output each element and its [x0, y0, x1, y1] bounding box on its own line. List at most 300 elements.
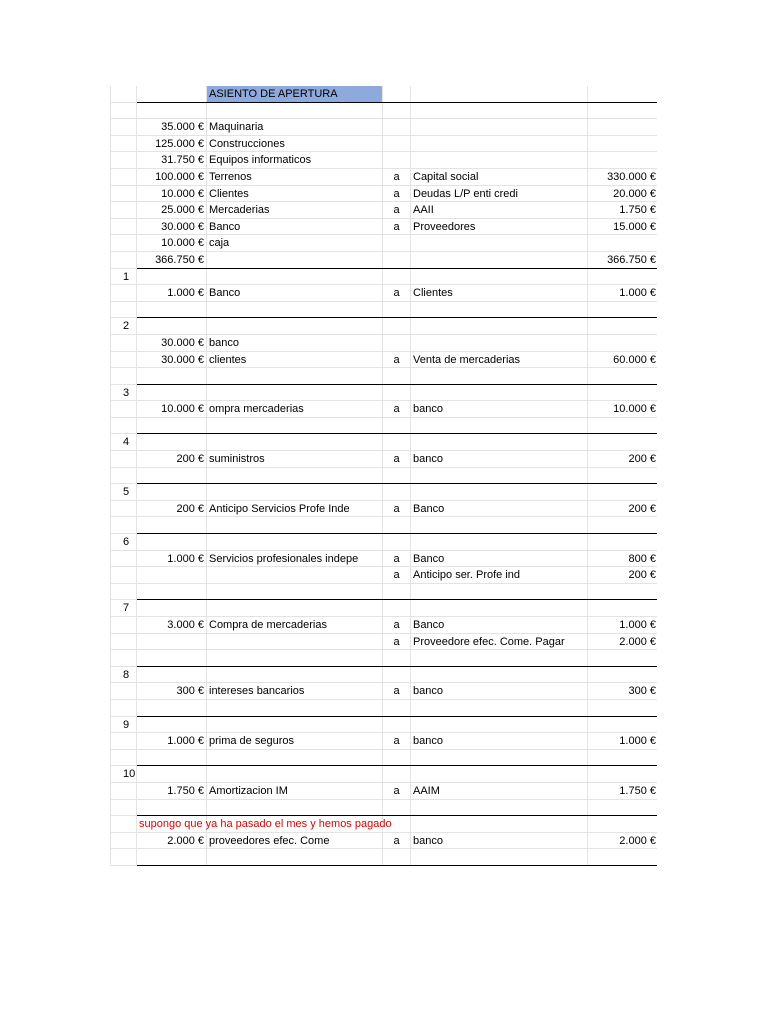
- credit-account-cell[interactable]: [411, 252, 588, 268]
- debit-account-cell[interactable]: [207, 849, 383, 865]
- credit-amount-cell[interactable]: 15.000 €: [613, 220, 656, 233]
- ledger-row: [110, 401, 657, 418]
- a-separator-cell[interactable]: [383, 269, 411, 285]
- entry-number-cell[interactable]: [110, 368, 137, 384]
- debit-amount-cell[interactable]: 25.000 €: [137, 202, 207, 218]
- debit-amount-cell[interactable]: 200 €: [137, 501, 207, 517]
- credit-account-cell[interactable]: Banco: [411, 501, 588, 517]
- credit-amount-cell[interactable]: [588, 136, 657, 152]
- debit-amount-cell[interactable]: 30.000 €: [137, 335, 207, 351]
- a-separator-cell[interactable]: [383, 434, 411, 450]
- entry-number-cell[interactable]: [110, 584, 137, 600]
- debit-account-cell[interactable]: [207, 418, 383, 434]
- entry-number-cell[interactable]: 4: [110, 434, 137, 450]
- credit-account-cell[interactable]: AAIM: [411, 783, 588, 799]
- entry-number-cell[interactable]: [110, 783, 137, 799]
- debit-amount-cell[interactable]: [137, 86, 207, 102]
- entry-number-cell[interactable]: [110, 517, 137, 533]
- credit-amount-cell[interactable]: 1.000 €: [619, 735, 656, 748]
- debit-account-cell[interactable]: Anticipo Servicios Profe Inde: [207, 501, 383, 517]
- debit-account-cell[interactable]: prima de seguros: [207, 733, 383, 749]
- debit-account-cell[interactable]: [207, 717, 383, 733]
- credit-amount-cell[interactable]: [588, 302, 657, 318]
- credit-amount-cell[interactable]: 200 €: [628, 453, 656, 466]
- entry-number-cell[interactable]: [110, 136, 137, 152]
- debit-account-cell[interactable]: proveedores efec. Come: [207, 833, 383, 849]
- entry-number-cell[interactable]: [110, 219, 137, 235]
- entry-number-cell[interactable]: [110, 335, 137, 351]
- credit-amount-cell[interactable]: 200 €: [628, 569, 656, 582]
- credit-account-cell[interactable]: [411, 269, 588, 285]
- entry-number-cell[interactable]: [110, 302, 137, 318]
- credit-account-cell[interactable]: [411, 650, 588, 666]
- debit-account-cell[interactable]: [207, 800, 383, 816]
- ledger-row: [110, 385, 657, 402]
- credit-account-cell[interactable]: [411, 700, 588, 716]
- credit-amount-cell[interactable]: [588, 667, 657, 683]
- debit-account-cell[interactable]: Servicios profesionales indepe: [207, 551, 383, 567]
- debit-amount-cell[interactable]: 1.750 €: [137, 783, 207, 799]
- entry-number-cell[interactable]: [110, 186, 137, 202]
- debit-account-cell[interactable]: [207, 600, 383, 616]
- debit-account-cell[interactable]: [207, 468, 383, 484]
- entry-number-cell[interactable]: 6: [110, 534, 137, 550]
- credit-account-cell[interactable]: [411, 800, 588, 816]
- credit-amount-cell[interactable]: 1.750 €: [619, 784, 656, 797]
- debit-amount-cell[interactable]: 1.000 €: [137, 551, 207, 567]
- debit-amount-cell[interactable]: 1.000 €: [137, 733, 207, 749]
- credit-account-cell[interactable]: [411, 534, 588, 550]
- credit-amount-cell[interactable]: [588, 335, 657, 351]
- entry-number-cell[interactable]: [110, 816, 137, 832]
- ledger-row: [110, 136, 657, 153]
- a-separator-cell[interactable]: [383, 849, 411, 865]
- debit-account-cell[interactable]: [207, 302, 383, 318]
- credit-account-cell[interactable]: banco: [411, 833, 588, 849]
- a-separator-cell[interactable]: a: [383, 733, 411, 749]
- credit-account-cell[interactable]: [411, 136, 588, 152]
- debit-account-cell[interactable]: [207, 318, 383, 334]
- credit-amount-cell[interactable]: 1.000 €: [619, 619, 656, 631]
- debit-account-cell[interactable]: [207, 103, 383, 119]
- debit-account-cell[interactable]: [207, 517, 383, 533]
- debit-account-cell[interactable]: [207, 567, 383, 583]
- debit-amount-cell[interactable]: 2.000 €: [137, 833, 207, 849]
- debit-amount-cell[interactable]: [137, 650, 207, 666]
- credit-amount-cell[interactable]: [588, 517, 657, 533]
- entry-number-cell[interactable]: [110, 733, 137, 749]
- debit-amount-cell[interactable]: 31.750 €: [137, 152, 207, 168]
- credit-account-cell[interactable]: [411, 517, 588, 533]
- credit-amount-cell[interactable]: 10.000 €: [613, 403, 656, 416]
- ledger-row: [110, 551, 657, 568]
- debit-account-cell[interactable]: Construcciones: [207, 136, 383, 152]
- credit-amount-cell[interactable]: 800 €: [628, 552, 656, 565]
- credit-amount-cell[interactable]: [588, 816, 657, 832]
- entry-number-cell[interactable]: [110, 551, 137, 567]
- entry-number-cell[interactable]: [110, 567, 137, 583]
- credit-account-cell[interactable]: [411, 484, 588, 500]
- credit-amount-cell[interactable]: 1.000 €: [619, 287, 656, 300]
- a-separator-cell[interactable]: [383, 600, 411, 616]
- a-separator-cell[interactable]: [383, 667, 411, 683]
- credit-amount-cell[interactable]: 200 €: [628, 502, 656, 515]
- debit-amount-cell[interactable]: [137, 385, 207, 401]
- credit-amount-cell[interactable]: [588, 717, 657, 733]
- entry-number-cell[interactable]: [110, 235, 137, 251]
- credit-amount-cell[interactable]: [588, 152, 657, 168]
- debit-account-cell[interactable]: Banco: [207, 219, 383, 235]
- credit-account-cell[interactable]: [411, 152, 588, 168]
- credit-amount-cell[interactable]: [588, 766, 657, 782]
- debit-amount-cell[interactable]: 10.000 €: [137, 235, 207, 251]
- credit-amount-cell[interactable]: [588, 650, 657, 666]
- credit-account-cell[interactable]: [411, 816, 588, 832]
- debit-amount-cell[interactable]: [137, 849, 207, 865]
- ledger-row: [110, 816, 657, 833]
- a-separator-cell[interactable]: [383, 86, 411, 102]
- a-separator-cell[interactable]: a: [383, 202, 411, 218]
- entry-number-cell[interactable]: [110, 849, 137, 865]
- debit-account-cell[interactable]: Amortizacion IM: [207, 783, 383, 799]
- ledger-row: [110, 335, 657, 352]
- debit-account-cell[interactable]: [207, 750, 383, 766]
- ledger-row: [110, 733, 657, 750]
- credit-account-cell[interactable]: Venta de mercaderias: [411, 352, 588, 368]
- debit-amount-cell[interactable]: [137, 800, 207, 816]
- credit-account-cell[interactable]: [411, 434, 588, 450]
- entry-number-cell[interactable]: [110, 252, 137, 268]
- credit-account-cell[interactable]: [411, 750, 588, 766]
- ledger-row: [110, 634, 657, 651]
- entry-number-cell[interactable]: [110, 401, 137, 417]
- credit-account-cell[interactable]: Banco: [411, 617, 588, 633]
- debit-account-cell[interactable]: Clientes: [207, 186, 383, 202]
- entry-number-cell[interactable]: 5: [110, 484, 137, 500]
- debit-account-cell[interactable]: Banco: [207, 285, 383, 301]
- ledger-row: [110, 252, 657, 269]
- a-separator-cell[interactable]: [383, 700, 411, 716]
- a-separator-cell[interactable]: [383, 750, 411, 766]
- credit-amount-cell[interactable]: [588, 434, 657, 450]
- debit-amount-cell[interactable]: [137, 434, 207, 450]
- credit-amount-cell[interactable]: [588, 235, 657, 251]
- credit-account-cell[interactable]: Banco: [411, 551, 588, 567]
- entry-number-cell[interactable]: [110, 202, 137, 218]
- a-separator-cell[interactable]: [383, 152, 411, 168]
- a-separator-cell[interactable]: [383, 318, 411, 334]
- entry-number-cell[interactable]: [110, 119, 137, 135]
- entry-number-cell[interactable]: 2: [110, 318, 137, 334]
- debit-amount-cell[interactable]: [137, 534, 207, 550]
- a-separator-cell[interactable]: [383, 385, 411, 401]
- debit-amount-cell[interactable]: 366.750 €: [137, 252, 207, 268]
- ledger-row: [110, 800, 657, 817]
- a-separator-cell[interactable]: [383, 252, 411, 268]
- credit-account-cell[interactable]: [411, 717, 588, 733]
- debit-account-cell[interactable]: [207, 584, 383, 600]
- a-separator-cell[interactable]: [383, 717, 411, 733]
- debit-account-cell[interactable]: [207, 766, 383, 782]
- debit-amount-cell[interactable]: [137, 318, 207, 334]
- credit-account-cell[interactable]: banco: [411, 451, 588, 467]
- debit-amount-cell[interactable]: 1.000 €: [137, 285, 207, 301]
- debit-account-cell[interactable]: [207, 667, 383, 683]
- credit-account-cell[interactable]: [411, 667, 588, 683]
- credit-account-cell[interactable]: [411, 235, 588, 251]
- entry-number-cell[interactable]: 9: [110, 717, 137, 733]
- credit-account-cell[interactable]: [411, 368, 588, 384]
- debit-amount-cell[interactable]: [137, 700, 207, 716]
- credit-account-cell[interactable]: [411, 103, 588, 119]
- debit-account-cell[interactable]: [207, 534, 383, 550]
- ledger-row: [110, 285, 657, 302]
- a-separator-cell[interactable]: a: [383, 617, 411, 633]
- debit-account-cell[interactable]: intereses bancarios: [207, 683, 383, 699]
- credit-account-cell[interactable]: [411, 584, 588, 600]
- debit-amount-cell[interactable]: [137, 418, 207, 434]
- credit-amount-cell[interactable]: 330.000 €: [607, 170, 656, 183]
- credit-account-cell[interactable]: banco: [411, 401, 588, 417]
- a-separator-cell[interactable]: a: [383, 783, 411, 799]
- a-separator-cell[interactable]: a: [383, 219, 411, 235]
- entry-number-cell[interactable]: 1: [110, 269, 137, 285]
- a-separator-cell[interactable]: [383, 335, 411, 351]
- debit-amount-cell[interactable]: [137, 368, 207, 384]
- debit-amount-cell[interactable]: [137, 600, 207, 616]
- a-separator-cell[interactable]: [383, 484, 411, 500]
- entry-number-cell[interactable]: [110, 800, 137, 816]
- debit-account-cell[interactable]: [207, 368, 383, 384]
- credit-account-cell[interactable]: [411, 86, 588, 102]
- a-separator-cell[interactable]: [383, 136, 411, 152]
- entry-number-cell[interactable]: [110, 468, 137, 484]
- entry-number-cell[interactable]: [110, 285, 137, 301]
- entry-number-cell[interactable]: 10: [110, 766, 137, 782]
- entry-number-cell[interactable]: [110, 418, 137, 434]
- credit-amount-cell[interactable]: [588, 86, 657, 102]
- debit-account-cell[interactable]: suministros: [207, 451, 383, 467]
- a-separator-cell[interactable]: [383, 418, 411, 434]
- debit-amount-cell[interactable]: 125.000 €: [137, 136, 207, 152]
- debit-amount-cell[interactable]: [137, 103, 207, 119]
- ledger-row: [110, 517, 657, 534]
- debit-amount-cell[interactable]: [137, 468, 207, 484]
- debit-account-cell[interactable]: [207, 269, 383, 285]
- ledger-row: [110, 434, 657, 451]
- credit-amount-cell[interactable]: [588, 103, 657, 119]
- debit-amount-cell[interactable]: [137, 567, 207, 583]
- credit-account-cell[interactable]: banco: [411, 733, 588, 749]
- debit-amount-cell[interactable]: [137, 766, 207, 782]
- debit-account-cell[interactable]: ASIENTO DE APERTURA: [207, 86, 383, 102]
- a-separator-cell[interactable]: a: [383, 352, 411, 368]
- credit-amount-cell[interactable]: [588, 269, 657, 285]
- debit-account-cell[interactable]: banco: [207, 335, 383, 351]
- entry-number-cell[interactable]: [110, 352, 137, 368]
- entry-number-cell[interactable]: [110, 650, 137, 666]
- credit-account-cell[interactable]: [411, 418, 588, 434]
- entry-number-cell[interactable]: [110, 700, 137, 716]
- debit-account-cell[interactable]: Terrenos: [207, 169, 383, 185]
- credit-account-cell[interactable]: Deudas L/P enti credi: [411, 186, 588, 202]
- entry-number-cell[interactable]: [110, 86, 137, 102]
- debit-amount-cell[interactable]: 200 €: [137, 451, 207, 467]
- entry-number-cell[interactable]: [110, 103, 137, 119]
- debit-account-cell[interactable]: ompra mercaderias: [207, 401, 383, 417]
- credit-account-cell[interactable]: AAII: [411, 202, 588, 218]
- a-separator-cell[interactable]: a: [383, 401, 411, 417]
- a-separator-cell[interactable]: a: [383, 833, 411, 849]
- debit-account-cell[interactable]: [207, 252, 383, 268]
- debit-amount-cell[interactable]: 35.000 €: [137, 119, 207, 135]
- ledger-row: [110, 501, 657, 518]
- ledger-row: [110, 750, 657, 767]
- debit-amount-cell[interactable]: [137, 634, 207, 650]
- debit-amount-cell[interactable]: 30.000 €: [137, 352, 207, 368]
- credit-amount-cell[interactable]: [588, 418, 657, 434]
- credit-account-cell[interactable]: [411, 302, 588, 318]
- credit-amount-cell[interactable]: [588, 600, 657, 616]
- credit-amount-cell[interactable]: [588, 368, 657, 384]
- entry-number-cell[interactable]: [110, 634, 137, 650]
- credit-amount-cell[interactable]: 366.750 €: [607, 253, 656, 266]
- debit-amount-cell[interactable]: [137, 302, 207, 318]
- credit-amount-cell[interactable]: [588, 385, 657, 401]
- a-separator-cell[interactable]: a: [383, 634, 411, 650]
- debit-account-cell[interactable]: Maquinaria: [207, 119, 383, 135]
- debit-account-cell[interactable]: [207, 650, 383, 666]
- credit-amount-cell[interactable]: 2.000 €: [619, 635, 656, 648]
- entry-number-cell[interactable]: [110, 683, 137, 699]
- credit-amount-cell[interactable]: 1.750 €: [619, 204, 656, 217]
- a-separator-cell[interactable]: [383, 534, 411, 550]
- credit-amount-cell[interactable]: [588, 800, 657, 816]
- debit-account-cell[interactable]: Equipos informaticos: [207, 152, 383, 168]
- entry-number-cell[interactable]: 8: [110, 667, 137, 683]
- debit-account-cell[interactable]: [207, 700, 383, 716]
- a-separator-cell[interactable]: [383, 368, 411, 384]
- credit-amount-cell[interactable]: [588, 119, 657, 135]
- debit-account-cell[interactable]: Compra de mercaderias: [207, 617, 383, 633]
- debit-amount-cell[interactable]: 3.000 €: [137, 617, 207, 633]
- entry-number-cell[interactable]: [110, 152, 137, 168]
- debit-amount-cell[interactable]: [137, 750, 207, 766]
- debit-amount-cell[interactable]: [137, 517, 207, 533]
- credit-amount-cell[interactable]: [588, 484, 657, 500]
- debit-amount-cell[interactable]: [137, 584, 207, 600]
- debit-account-cell[interactable]: [207, 484, 383, 500]
- debit-amount-cell[interactable]: 300 €: [137, 683, 207, 699]
- credit-account-cell[interactable]: Capital social: [411, 169, 588, 185]
- ledger-row: [110, 418, 657, 435]
- credit-amount-cell[interactable]: 20.000 €: [613, 187, 656, 200]
- credit-amount-cell[interactable]: [588, 700, 657, 716]
- debit-account-cell[interactable]: [207, 634, 383, 650]
- a-separator-cell[interactable]: a: [383, 186, 411, 202]
- entry-number-cell[interactable]: [110, 617, 137, 633]
- a-separator-cell[interactable]: a: [383, 169, 411, 185]
- credit-amount-cell[interactable]: [588, 318, 657, 334]
- credit-account-cell[interactable]: Proveedores: [411, 219, 588, 235]
- credit-account-cell[interactable]: [411, 385, 588, 401]
- credit-account-cell[interactable]: [411, 335, 588, 351]
- debit-amount-cell[interactable]: 100.000 €: [137, 169, 207, 185]
- entry-number-cell[interactable]: [110, 451, 137, 467]
- credit-amount-cell[interactable]: [588, 584, 657, 600]
- debit-account-cell[interactable]: [207, 385, 383, 401]
- ledger-row: [110, 302, 657, 319]
- debit-account-cell[interactable]: clientes: [207, 352, 383, 368]
- credit-account-cell[interactable]: Proveedore efec. Come. Pagar: [411, 634, 588, 650]
- credit-account-cell[interactable]: [411, 119, 588, 135]
- credit-amount-cell[interactable]: 60.000 €: [613, 353, 656, 366]
- credit-account-cell[interactable]: Clientes: [411, 285, 588, 301]
- a-separator-cell[interactable]: [383, 468, 411, 484]
- a-separator-cell[interactable]: a: [383, 567, 411, 583]
- entry-number-cell[interactable]: 7: [110, 600, 137, 616]
- debit-amount-cell[interactable]: 10.000 €: [137, 401, 207, 417]
- credit-amount-cell[interactable]: 300 €: [628, 685, 656, 698]
- entry-number-cell[interactable]: [110, 501, 137, 517]
- entry-number-cell[interactable]: [110, 833, 137, 849]
- ledger-row: [110, 86, 657, 103]
- entry-number-cell[interactable]: [110, 750, 137, 766]
- credit-account-cell[interactable]: [411, 318, 588, 334]
- credit-account-cell[interactable]: [411, 766, 588, 782]
- a-separator-cell[interactable]: a: [383, 285, 411, 301]
- a-separator-cell[interactable]: a: [383, 683, 411, 699]
- a-separator-cell[interactable]: [383, 119, 411, 135]
- debit-account-cell[interactable]: [207, 434, 383, 450]
- credit-amount-cell[interactable]: [588, 534, 657, 550]
- debit-amount-cell[interactable]: [137, 667, 207, 683]
- a-separator-cell[interactable]: [383, 235, 411, 251]
- a-separator-cell[interactable]: a: [383, 501, 411, 517]
- a-separator-cell[interactable]: a: [383, 451, 411, 467]
- a-separator-cell[interactable]: [383, 766, 411, 782]
- debit-amount-cell[interactable]: 30.000 €: [137, 219, 207, 235]
- a-separator-cell[interactable]: [383, 517, 411, 533]
- entry-number-cell[interactable]: [110, 169, 137, 185]
- debit-amount-cell[interactable]: [137, 717, 207, 733]
- a-separator-cell[interactable]: a: [383, 551, 411, 567]
- credit-amount-cell[interactable]: [588, 468, 657, 484]
- credit-account-cell[interactable]: [411, 468, 588, 484]
- a-separator-cell[interactable]: [383, 103, 411, 119]
- entry-number-cell[interactable]: 3: [110, 385, 137, 401]
- debit-amount-cell[interactable]: [137, 269, 207, 285]
- credit-account-cell[interactable]: [411, 600, 588, 616]
- credit-account-cell[interactable]: Anticipo ser. Profe ind: [411, 567, 588, 583]
- debit-account-cell[interactable]: Mercaderias: [207, 202, 383, 218]
- ledger-row: [110, 650, 657, 667]
- credit-amount-cell[interactable]: [588, 750, 657, 766]
- ledger-row: [110, 534, 657, 551]
- a-separator-cell[interactable]: [383, 302, 411, 318]
- debit-amount-cell[interactable]: 10.000 €: [137, 186, 207, 202]
- credit-amount-cell[interactable]: 2.000 €: [619, 834, 656, 847]
- a-separator-cell[interactable]: [383, 584, 411, 600]
- credit-account-cell[interactable]: banco: [411, 683, 588, 699]
- a-separator-cell[interactable]: [383, 800, 411, 816]
- a-separator-cell[interactable]: [383, 650, 411, 666]
- credit-account-cell[interactable]: [411, 849, 588, 865]
- credit-amount-cell[interactable]: [588, 849, 657, 865]
- ledger-row: [110, 235, 657, 252]
- debit-amount-cell[interactable]: [137, 484, 207, 500]
- debit-account-cell[interactable]: caja: [207, 235, 383, 251]
